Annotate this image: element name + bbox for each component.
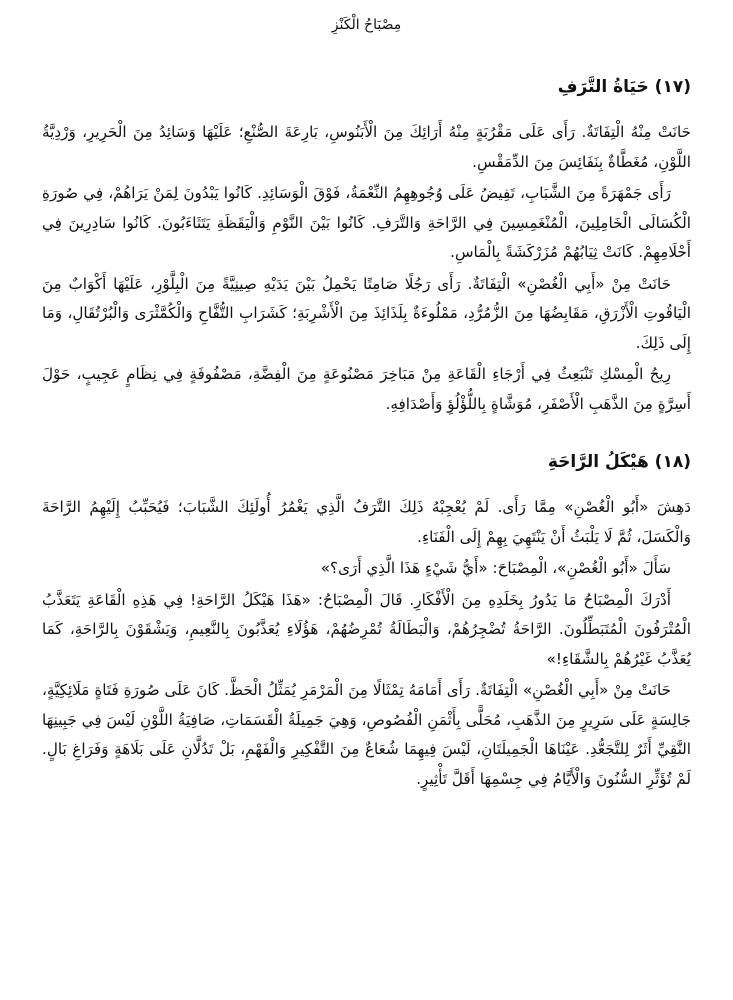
chapter-17-paragraph-1: حَانَتْ مِنْهُ الْتِفَاتَةٌ. رَأَى عَلَى مَقْرُبَةٍ مِنْهُ أَرَائِكَ مِنَ الْأَبَنُوسِ، بَارِعَةَ الصُّنْعِ؛ عَلَيْهَا وَسَائِدُ مِنَ الْحَرِيرِ، وَرْدِيَّةُ اللَّوْنِ، مُغَطَّاةٌ بِنَفَائِسَ مِنَ الدِّمَقْسِ. — [42, 123, 691, 171]
chapter-18-paragraph-3: أَدْرَكَ الْمِصْبَاحُ مَا يَدُورُ بِخَلَدِهِ مِنَ الْأَفْكَارِ. قَالَ الْمِصْبَاحُ: «هَذَا هَيْكَلُ الرَّاحَةِ! فِي هَذِهِ الْقَاعَةِ يَتَعَذَّبُ الْمُتْرَفُونَ الْمُتَبَطِّلُونَ. الرَّاحَةُ تُضْجِرُهُمْ، وَالْبَطَالَةُ تُمْرِضُهُمْ، هَؤُلَاءِ يُعَذَّبُونَ بِالنَّعِيمِ، وَيَشْقَوْنَ بِالرَّاحَةِ، كَمَا يُعَذَّبُ غَيْرُهُمْ بِالشَّقَاءِ!» — [42, 590, 691, 668]
chapter-18-paragraph-1: دَهِشَ «أَبُو الْغُصْنِ» مِمَّا رَأَى. لَمْ يُعْجِبْهُ ذَلِكَ التَّرَفُ الَّذِي يَغْمُرُ أُولَئِكَ الشَّبَابَ؛ فَيُحَبِّبُ إِلَيْهِمُ الرَّاحَةَ وَالْكَسَلَ، ثُمَّ لَا يَلْبَثُ أَنْ يَنْتَهِيَ بِهِمْ إِلَى الْفَنَاءِ. — [42, 498, 691, 546]
chapter-18 — [42, 449, 691, 794]
chapter-17-paragraph-2: رَأَى جَمْهَرَةً مِنَ الشَّبَابِ، تَفِيضُ عَلَى وُجُوهِهِمُ النِّعْمَةُ، فَوْقَ الْوَسَائِدِ. كَانُوا يَبْدُونَ لِمَنْ يَرَاهُمْ، فِي صُورَةِ الْكُسَالَى الْخَامِلِينَ، الْمُنْغَمِسِينَ فِي الرَّاحَةِ وَالتَّرَفِ. كَانُوا بَيْنَ النَّوْمِ وَالْيَقَظَةِ يَتَثَاءَبُونَ. كَانُوا سَادِرِينَ فِي أَحْلَامِهِمْ. كَانَتْ ثِيَابُهُمْ مُزَرْكَشَةً بِالْمَاسِ. — [42, 184, 691, 261]
chapter-18-paragraph-2: سَأَلَ «أَبُو الْغُصْنِ»، الْمِصْبَاحَ: «أَيُّ شَيْءٍ هَذَا الَّذِي أَرَى؟» — [320, 559, 671, 577]
chapter-17-paragraph-3: حَانَتْ مِنْ «أَبِي الْغُصْنِ» الْتِفَاتَةٌ. رَأَى رَجُلًا صَامِتًا يَحْمِلُ بَيْنَ يَدَيْهِ صِينِيَّةً مِنَ الْبِلَّوْرِ، عَلَيْهَا أَكْوَابٌ مِنَ الْيَاقُوتِ الْأَزْرَقِ، مَقَابِضُهَا مِنَ الزُّمُرُّدِ، مَمْلُوءَةٌ بِلَذَائِذَ مِنَ الْأَشْرِبَةِ؛ كَشَرَابِ التُّفَّاحِ وَالْكُمَّثْرَى وَالْبُرْتُقَالِ، وَمَا إِلَى ذَلِكَ. — [42, 274, 691, 352]
chapter-17-title: (١٧) حَيَاةُ التَّرَفِ — [557, 77, 691, 97]
chapter-18-paragraph-4: حَانَتْ مِنْ «أَبِي الْغُصْنِ» الْتِفَاتَةٌ. رَأَى أَمَامَهُ تِمْثَالًا مِنَ الْمَرْمَرِ يُمَثِّلُ الْحَظَّ. كَانَ عَلَى صُورَةِ فَتَاةٍ مَلَائِكِيَّةٍ، جَالِسَةٍ عَلَى سَرِيرٍ مِنَ الذَّهَبِ، مُحَلًّى بِأَثْمَنِ الْفُصُوصِ، وَهِيَ جَمِيلَةُ الْقَسَمَاتِ، صَافِيَةُ اللَّوْنِ لَيْسَ فِي جَبِينِهَا النَّقِيِّ أَثَرٌ لِلتَّجَعُّدِ. عَيْنَاهَا الْجَمِيلَتَانِ، لَيْسَ فِيهِمَا شُعَاعٌ مِنَ التَّفْكِيرِ وَالْفَهْمِ، بَلْ تَدُلَّانِ عَلَى بَلَاهَةٍ وَفَرَاغِ بَالٍ. لَمْ تُؤَثِّرِ السُّنُونَ وَالْأَيَّامُ فِي جِسْمِهَا أَقَلَّ تَأْثِيرٍ. — [42, 681, 691, 788]
running-header: مِصْبَاحُ الْكَنْزِ — [331, 17, 402, 33]
chapter-17 — [42, 74, 691, 419]
chapter-18-title: (١٨) هَيْكَلُ الرَّاحَةِ — [547, 452, 691, 472]
chapter-17-paragraph-4: رِيحُ الْمِسْكِ تَنْبَعِثُ فِي أَرْجَاءِ الْقَاعَةِ مِنْ مَبَاخِرَ مَصْنُوعَةٍ مِنَ الْفِضَّةِ، مَصْفُوفَةٍ فِي نِظَامٍ عَجِيبٍ، حَوْلَ أَسِرَّةٍ مِنَ الذَّهَبِ الْأَصْفَرِ، مُوَشَّاةٍ بِاللُّؤْلُؤِ وَأَصْدَافِهِ. — [42, 365, 691, 413]
